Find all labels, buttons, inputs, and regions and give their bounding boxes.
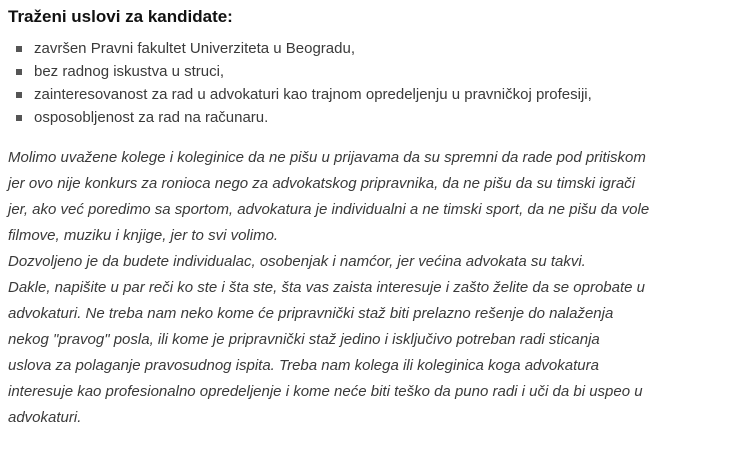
requirement-text: zainteresovanost za rad u advokaturi kao trajnom opredeljenju u pravničkoj profesiji, [34,86,592,103]
job-posting-content [8,6,744,431]
paragraph-line: uslova za polaganje pravosudnog ispita. Treba nam kolega ili koleginica koga advokatura [8,357,599,374]
requirements-list [8,37,744,129]
list-item [16,60,744,83]
paragraph-line: Molimo uvažene kolege i koleginice da ne pišu u prijavama da su spremni da rade pod pritiskom [8,149,646,166]
list-item [16,106,744,129]
square-bullet-icon [16,92,22,98]
paragraph-line: jer ovo nije konkurs za ronioca nego za advokatskog pripravnika, da ne pišu da su timski igrači [8,175,635,192]
list-item [16,83,744,106]
requirement-text: bez radnog iskustva u struci, [34,63,225,80]
requirement-text: završen Pravni fakultet Univerziteta u Beogradu, [34,40,355,57]
list-item [16,37,744,60]
paragraph-line: filmove, muziku i knjige, jer to svi volimo. [8,227,279,244]
paragraph-line: nekog "pravog" posla, ili kome je pripravnički staž jedino i isključivo potreban radi sticanja [8,331,600,348]
paragraph-line: jer, ako već poredimo sa sportom, advokatura je individualni a ne timski sport, da ne pišu da vole [8,201,650,218]
square-bullet-icon [16,115,22,121]
paragraph-line: advokaturi. Ne treba nam neko kome će pripravnički staž biti prelazno rešenje do nalaženja [8,305,614,322]
requirements-heading: Traženi uslovi za kandidate: [8,7,233,26]
requirement-text: osposobljenost za rad na računaru. [34,109,269,126]
square-bullet-icon [16,46,22,52]
paragraph-line: advokaturi. [8,409,82,426]
square-bullet-icon [16,69,22,75]
paragraph-line: Dakle, napišite u par reči ko ste i šta ste, šta vas zaista interesuje i zašto želite da se oprobate u [8,279,645,296]
paragraph-line: Dozvoljeno je da budete individualac, osobenjak i namćor, jer većina advokata su takvi. [8,253,586,270]
paragraph-line: interesuje kao profesionalno opredeljenje i kome neće biti teško da puno radi i uči da bi uspeo u [8,383,643,400]
body-paragraph [8,145,744,431]
